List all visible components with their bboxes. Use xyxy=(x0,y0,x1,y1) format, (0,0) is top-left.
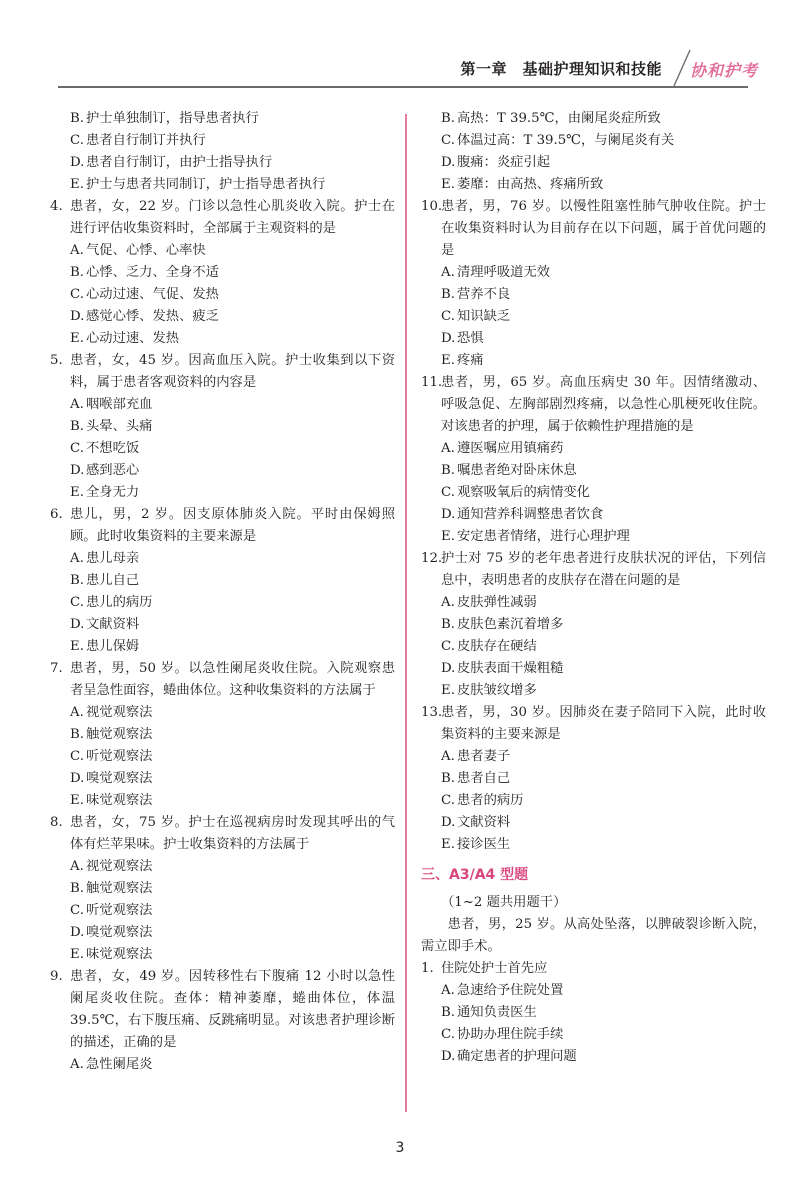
question-number: 8. xyxy=(50,815,63,830)
option: E. 萎靡：由高热、疼痛所致 xyxy=(441,177,604,192)
option-letter: A. xyxy=(441,983,455,998)
option-text: 感到恶心 xyxy=(86,463,140,478)
option xyxy=(50,592,395,614)
option-text: 观察吸氧后的病情变化 xyxy=(457,485,590,500)
question-item xyxy=(421,958,766,1068)
option-letter: A. xyxy=(441,595,455,610)
option-text: 听觉观察法 xyxy=(86,903,153,918)
option-text: 确定患者的护理问题 xyxy=(457,1049,577,1064)
option xyxy=(421,812,766,834)
option xyxy=(421,834,766,856)
option: C. 体温过高：T 39.5℃，与阑尾炎有关 xyxy=(441,133,675,148)
option-text: 视觉观察法 xyxy=(86,705,153,720)
option xyxy=(421,460,766,482)
question-stem xyxy=(421,196,766,262)
question-item xyxy=(50,812,395,966)
right-lead-options xyxy=(421,108,766,196)
option-letter: C. xyxy=(441,793,455,808)
option-text: 通知负责医生 xyxy=(457,1005,537,1020)
right-question-list xyxy=(421,196,766,856)
option xyxy=(50,416,395,438)
option-letter: C. xyxy=(441,309,455,324)
option xyxy=(421,1024,766,1046)
question-item xyxy=(50,658,395,812)
option xyxy=(421,636,766,658)
option xyxy=(421,284,766,306)
option-letter: E. xyxy=(441,683,455,698)
option xyxy=(50,878,395,900)
question-stem xyxy=(50,812,395,856)
option-letter: C. xyxy=(70,441,84,456)
option-letter: A. xyxy=(70,705,84,720)
option xyxy=(421,790,766,812)
option: D. 患者自行制订，由护士指导执行 xyxy=(70,155,273,170)
option-text: 患儿保姆 xyxy=(86,639,140,654)
option xyxy=(50,922,395,944)
option-text: 通知营养科调整患者饮食 xyxy=(457,507,604,522)
question-stem xyxy=(50,658,395,702)
option xyxy=(50,900,395,922)
option-text: 患者自己 xyxy=(457,771,511,786)
option xyxy=(421,504,766,526)
question-text: 患儿，男，2 岁。因支原体肺炎入院。平时由保姆照顾。此时收集资料的主要来源是 xyxy=(70,507,395,544)
option-text: 急速给予住院处置 xyxy=(457,983,564,998)
option: E. 护士与患者共同制订，护士指导患者执行 xyxy=(70,177,326,192)
option-letter: D. xyxy=(441,331,456,346)
option-text: 全身无力 xyxy=(86,485,140,500)
option-text: 疼痛 xyxy=(457,353,484,368)
option-letter: B. xyxy=(70,727,84,742)
question-text: 护士对 75 岁的老年患者进行皮肤状况的评估，下列信息中，表明患者的皮肤存在潜在问题的是 xyxy=(441,551,766,588)
option xyxy=(50,570,395,592)
option xyxy=(421,306,766,328)
option-letter: C. xyxy=(70,903,84,918)
question-text: 患者，男，30 岁。因肺炎在妻子陪同下入院，此时收集资料的主要来源是 xyxy=(441,705,766,742)
option xyxy=(50,460,395,482)
option-text: 协助办理住院手续 xyxy=(457,1027,564,1042)
question-number: 4. xyxy=(50,199,63,214)
option-text: 感觉心悸、发热、疲乏 xyxy=(86,309,219,324)
option xyxy=(50,790,395,812)
option-text: 患儿自己 xyxy=(86,573,140,588)
option-letter: A. xyxy=(70,1057,84,1072)
option-letter: E. xyxy=(70,793,84,808)
question-number: 5. xyxy=(50,353,63,368)
option-letter: A. xyxy=(70,243,84,258)
question-number: 12. xyxy=(421,551,443,566)
option-text: 患者的病历 xyxy=(457,793,524,808)
option-text: 嘱患者绝对卧床休息 xyxy=(457,463,577,478)
question-text: 住院处护士首先应 xyxy=(441,961,548,976)
option-letter: B. xyxy=(70,573,84,588)
option-text: 皮肤色素沉着增多 xyxy=(457,617,564,632)
option-letter: A. xyxy=(70,859,84,874)
option-letter: D. xyxy=(441,815,456,830)
question-text: 患者，女，22 岁。门诊以急性心肌炎收入院。护士在进行评估收集资料时，全部属于主观资料的是 xyxy=(70,199,395,236)
left-question-list xyxy=(50,196,395,1076)
option xyxy=(50,856,395,878)
option xyxy=(421,526,766,548)
option-letter: C. xyxy=(441,485,455,500)
option-letter: B. xyxy=(441,1005,455,1020)
option-text: 文献资料 xyxy=(86,617,140,632)
option-letter: D. xyxy=(70,463,85,478)
option-letter: B. xyxy=(441,287,455,302)
option xyxy=(50,944,395,966)
option xyxy=(50,768,395,790)
question-number: 7. xyxy=(50,661,63,676)
question-stem xyxy=(421,548,766,592)
option-letter: C. xyxy=(70,595,84,610)
option-text: 心动过速、发热 xyxy=(86,331,180,346)
option-letter: D. xyxy=(70,925,85,940)
option xyxy=(421,350,766,372)
right-column xyxy=(421,108,766,1068)
option xyxy=(50,240,395,262)
option-text: 知识缺乏 xyxy=(457,309,511,324)
shared-stem-tag: （1~2 题共用题干） xyxy=(441,895,567,910)
option xyxy=(50,746,395,768)
option-text: 接诊医生 xyxy=(457,837,511,852)
option-text: 心悸、乏力、全身不适 xyxy=(86,265,219,280)
option-letter: D. xyxy=(70,771,85,786)
option-text: 嗅觉观察法 xyxy=(86,925,153,940)
option-text: 不想吃饭 xyxy=(86,441,140,456)
option-letter: E. xyxy=(441,353,455,368)
option xyxy=(50,284,395,306)
option-text: 安定患者情绪，进行心理护理 xyxy=(457,529,630,544)
option-text: 清理呼吸道无效 xyxy=(457,265,551,280)
option-letter: C. xyxy=(441,1027,455,1042)
option-letter: D. xyxy=(441,1049,456,1064)
option xyxy=(50,394,395,416)
page-number: 3 xyxy=(395,1140,405,1156)
option xyxy=(421,262,766,284)
question-number: 11. xyxy=(421,375,443,390)
option-letter: B. xyxy=(70,265,84,280)
question-item xyxy=(421,372,766,548)
sub-question xyxy=(421,958,766,1068)
option-text: 咽喉部充血 xyxy=(86,397,153,412)
option-letter: B. xyxy=(441,771,455,786)
option xyxy=(50,724,395,746)
option-letter: B. xyxy=(70,881,84,896)
question-text: 患者，男，65 岁。高血压病史 30 年。因情绪激动、呼吸急促、左胸部剧烈疼痛，以急性心肌梗死收住院。对该患者的护理，属于依赖性护理措施的是 xyxy=(441,375,766,434)
option-letter: D. xyxy=(70,617,85,632)
option-letter: A. xyxy=(441,441,455,456)
option-text: 患儿的病历 xyxy=(86,595,153,610)
question-item xyxy=(421,548,766,702)
shared-stem: 患者，男，25 岁。从高处坠落，以脾破裂诊断入院，需立即手术。 xyxy=(421,917,766,954)
option-text: 遵医嘱应用镇痛药 xyxy=(457,441,564,456)
option xyxy=(50,306,395,328)
question-number: 9. xyxy=(50,969,63,984)
option-text: 嗅觉观察法 xyxy=(86,771,153,786)
question-stem xyxy=(421,372,766,438)
option-text: 文献资料 xyxy=(457,815,511,830)
option-letter: D. xyxy=(70,309,85,324)
question-stem xyxy=(50,350,395,394)
question-text: 患者，男，76 岁。以慢性阻塞性肺气肿收住院。护士在收集资料时认为目前存在以下问题，属于首优问题的是 xyxy=(441,199,766,258)
question-number: 6. xyxy=(50,507,63,522)
option-text: 头晕、头痛 xyxy=(86,419,153,434)
option-text: 味觉观察法 xyxy=(86,793,153,808)
option: C. 患者自行制订并执行 xyxy=(70,133,206,148)
option-text: 患者妻子 xyxy=(457,749,511,764)
option-letter: A. xyxy=(441,265,455,280)
option xyxy=(421,438,766,460)
question-text: 患者，男，50 岁。以急性阑尾炎收住院。入院观察患者呈急性面容，蜷曲体位。这种收集资料的方法属于 xyxy=(70,661,395,698)
option-text: 听觉观察法 xyxy=(86,749,153,764)
option-letter: A. xyxy=(70,397,84,412)
option-letter: E. xyxy=(70,485,84,500)
option-letter: D. xyxy=(441,661,456,676)
option-letter: E. xyxy=(441,837,455,852)
option xyxy=(421,746,766,768)
option-text: 味觉观察法 xyxy=(86,947,153,962)
option-letter: A. xyxy=(70,551,84,566)
option xyxy=(421,680,766,702)
option-text: 患儿母亲 xyxy=(86,551,140,566)
option-text: 皮肤表面干燥粗糙 xyxy=(457,661,564,676)
question-item xyxy=(50,504,395,658)
header-rule xyxy=(58,86,748,88)
option xyxy=(50,702,395,724)
option-text: 视觉观察法 xyxy=(86,859,153,874)
option xyxy=(421,658,766,680)
question-number: 10. xyxy=(421,199,443,214)
option-letter: E. xyxy=(70,947,84,962)
question-stem xyxy=(421,702,766,746)
option-letter: B. xyxy=(441,617,455,632)
question-number: 1. xyxy=(421,961,434,976)
question-item xyxy=(50,196,395,350)
option-text: 恐惧 xyxy=(457,331,484,346)
question-text: 患者，女，45 岁。因高血压入院。护士收集到以下资料，属于患者客观资料的内容是 xyxy=(70,353,395,390)
option-letter: A. xyxy=(441,749,455,764)
option-text: 触觉观察法 xyxy=(86,881,153,896)
option-letter: C. xyxy=(441,639,455,654)
option-text: 触觉观察法 xyxy=(86,727,153,742)
brand-logo: 协和护考 xyxy=(690,61,759,80)
option xyxy=(421,1046,766,1068)
question-text: 患者，女，75 岁。护士在巡视病房时发现其呼出的气体有烂苹果味。护士收集资料的方法属于 xyxy=(70,815,395,852)
option-text: 营养不良 xyxy=(457,287,511,302)
left-lead-options xyxy=(50,108,395,196)
column-divider xyxy=(405,114,407,1112)
page-header xyxy=(0,0,800,95)
option xyxy=(50,262,395,284)
left-column xyxy=(50,108,395,1076)
option: D. 腹痛：炎症引起 xyxy=(441,155,551,170)
option xyxy=(50,328,395,350)
option xyxy=(421,614,766,636)
question-item xyxy=(50,350,395,504)
option-letter: D. xyxy=(441,507,456,522)
option-letter: E. xyxy=(441,529,455,544)
question-number: 13. xyxy=(421,705,443,720)
option xyxy=(421,328,766,350)
chapter-title: 第一章 基础护理知识和技能 xyxy=(460,60,662,78)
option-letter: B. xyxy=(70,419,84,434)
option xyxy=(50,438,395,460)
option xyxy=(50,482,395,504)
option xyxy=(50,636,395,658)
option xyxy=(421,980,766,1002)
question-item xyxy=(50,966,395,1076)
option xyxy=(50,1054,395,1076)
question-text: 患者，女，49 岁。因转移性右下腹痛 12 小时以急性阑尾炎收住院。查体：精神萎靡，蜷曲体位，体温 39.5℃，右下腹压痛、反跳痛明显。对该患者护理诊断的描述，正确的是 xyxy=(70,969,395,1050)
question-item xyxy=(421,702,766,856)
option-text: 皮肤皱纹增多 xyxy=(457,683,537,698)
question-stem xyxy=(50,504,395,548)
option-text: 急性阑尾炎 xyxy=(86,1057,153,1072)
option xyxy=(50,614,395,636)
option-letter: C. xyxy=(70,287,84,302)
option xyxy=(421,1002,766,1024)
option: B. 高热：T 39.5℃，由阑尾炎症所致 xyxy=(441,111,661,126)
option-letter: E. xyxy=(70,639,84,654)
question-stem xyxy=(50,196,395,240)
option-letter: C. xyxy=(70,749,84,764)
option: B. 护士单独制订，指导患者执行 xyxy=(70,111,259,126)
question-item xyxy=(421,196,766,372)
section-heading: 三、A3/A4 型题 xyxy=(421,867,529,883)
option-letter: B. xyxy=(441,463,455,478)
option-text: 皮肤存在硬结 xyxy=(457,639,537,654)
option-text: 皮肤弹性减弱 xyxy=(457,595,537,610)
option xyxy=(421,482,766,504)
option xyxy=(421,592,766,614)
option-letter: E. xyxy=(70,331,84,346)
option xyxy=(50,548,395,570)
option-text: 心动过速、气促、发热 xyxy=(86,287,219,302)
question-stem xyxy=(50,966,395,1054)
question-stem xyxy=(421,958,766,980)
option xyxy=(421,768,766,790)
option-text: 气促、心悸、心率快 xyxy=(86,243,206,258)
